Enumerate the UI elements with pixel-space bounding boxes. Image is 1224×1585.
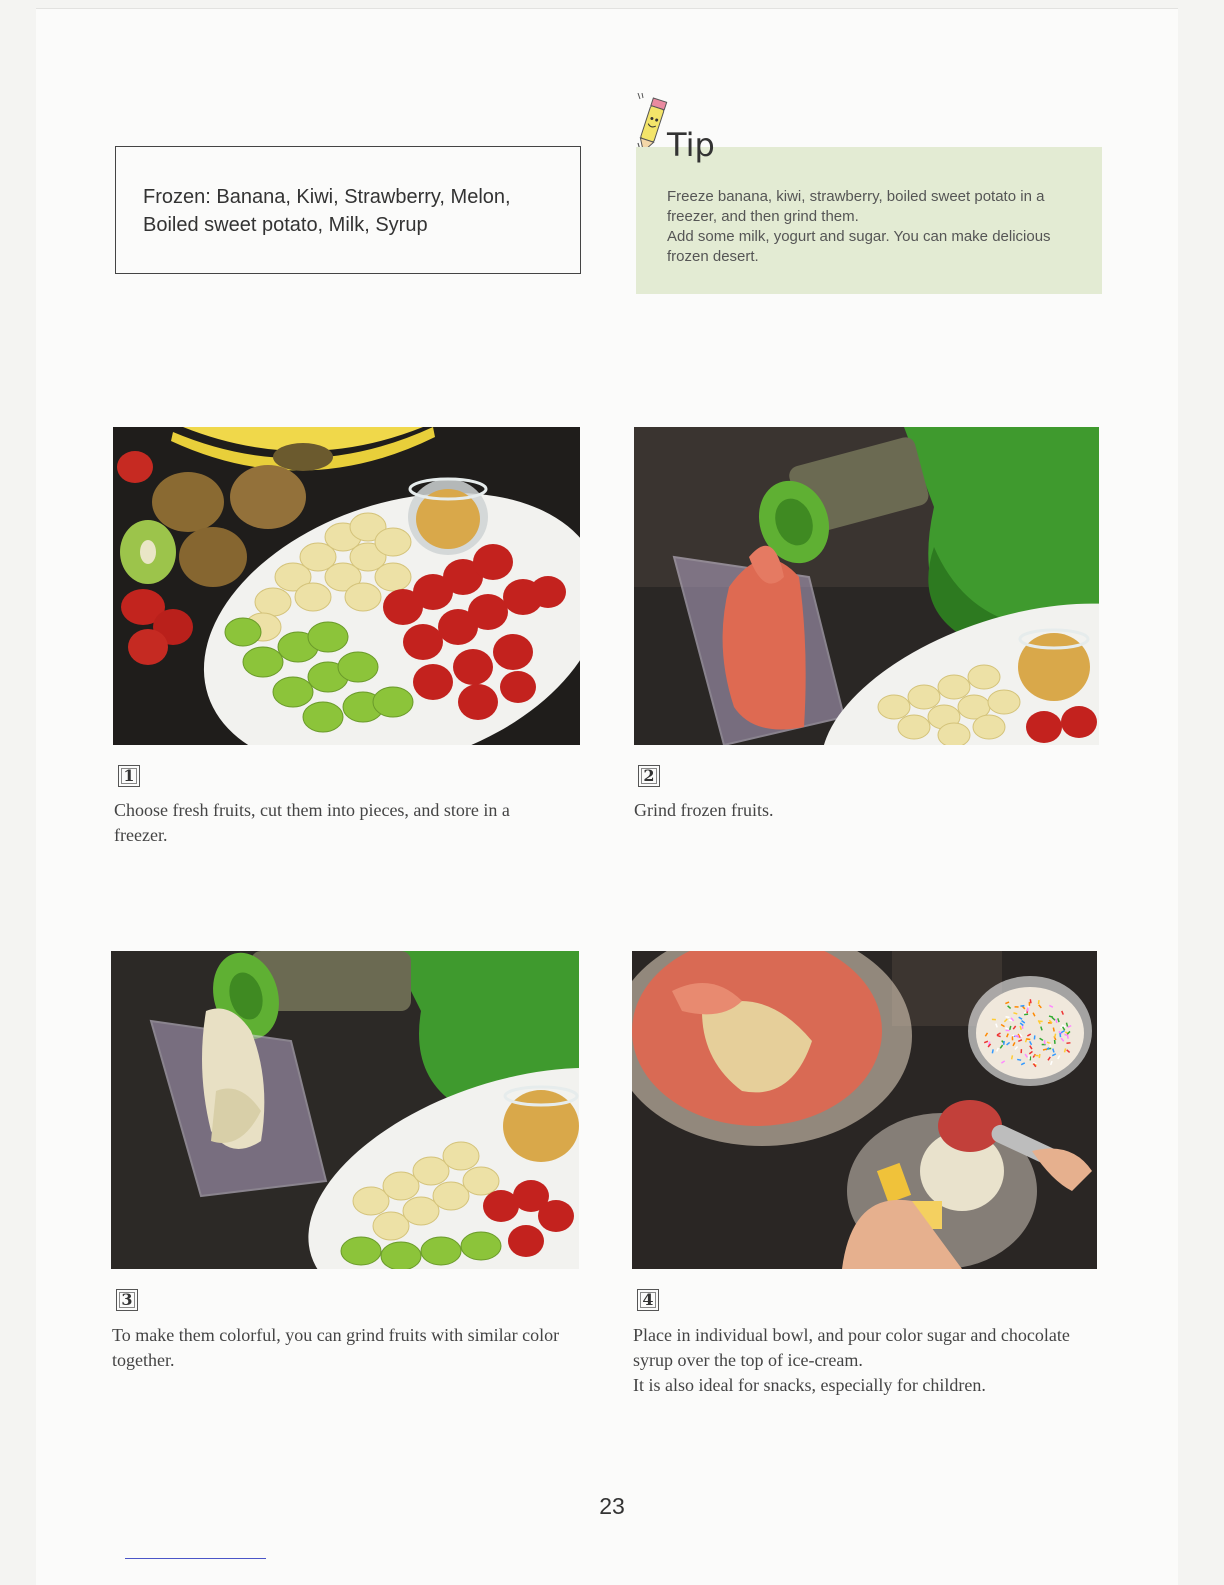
tip-line-3: Add some milk, yogurt and sugar. You can make delicious xyxy=(667,228,1051,245)
page-number: 23 xyxy=(599,1493,625,1519)
step-3-photo xyxy=(111,951,579,1269)
step-4-caption-line-1: Place in individual bowl, and pour color sugar and chocolate xyxy=(633,1325,1070,1345)
step-1-caption-line-1: Choose fresh fruits, cut them into pieces, and store in a xyxy=(114,800,510,820)
step-3-number: 3 xyxy=(116,1289,138,1311)
step-3-caption-line-1: To make them colorful, you can grind fruits with similar color xyxy=(112,1325,560,1345)
tip-line-1: Freeze banana, kiwi, strawberry, boiled sweet potato in a xyxy=(667,188,1045,205)
step-3-caption-line-2: together. xyxy=(112,1350,175,1370)
step-4-photo xyxy=(632,951,1097,1269)
step-4-caption-line-2: syrup over the top of ice-cream. xyxy=(633,1350,863,1370)
ingredients-line-2: Boiled sweet potato, Milk, Syrup xyxy=(143,214,428,236)
step-1-caption-line-2: freezer. xyxy=(114,825,168,845)
footer-rule xyxy=(125,1558,266,1559)
step-1-number: 1 xyxy=(118,765,140,787)
step-4-caption-line-3: It is also ideal for snacks, especially for children. xyxy=(633,1375,986,1395)
tip-line-2: freezer, and then grind them. xyxy=(667,208,859,225)
step-2-number: 2 xyxy=(638,765,660,787)
step-4-number: 4 xyxy=(637,1289,659,1311)
step-2-photo xyxy=(634,427,1099,745)
step-1-photo xyxy=(113,427,580,745)
tip-line-4: frozen desert. xyxy=(667,248,759,265)
step-3-caption xyxy=(112,1323,592,1373)
tip-heading: Tip xyxy=(667,126,715,164)
step-1-caption xyxy=(114,798,584,848)
step-4-caption xyxy=(633,1323,1103,1398)
ingredients-box xyxy=(115,146,581,274)
ingredients-line-1: Frozen: Banana, Kiwi, Strawberry, Melon, xyxy=(143,186,511,208)
step-2-caption-line-1: Grind frozen fruits. xyxy=(634,800,774,820)
tip-box xyxy=(636,147,1102,294)
step-2-caption xyxy=(634,798,1104,823)
